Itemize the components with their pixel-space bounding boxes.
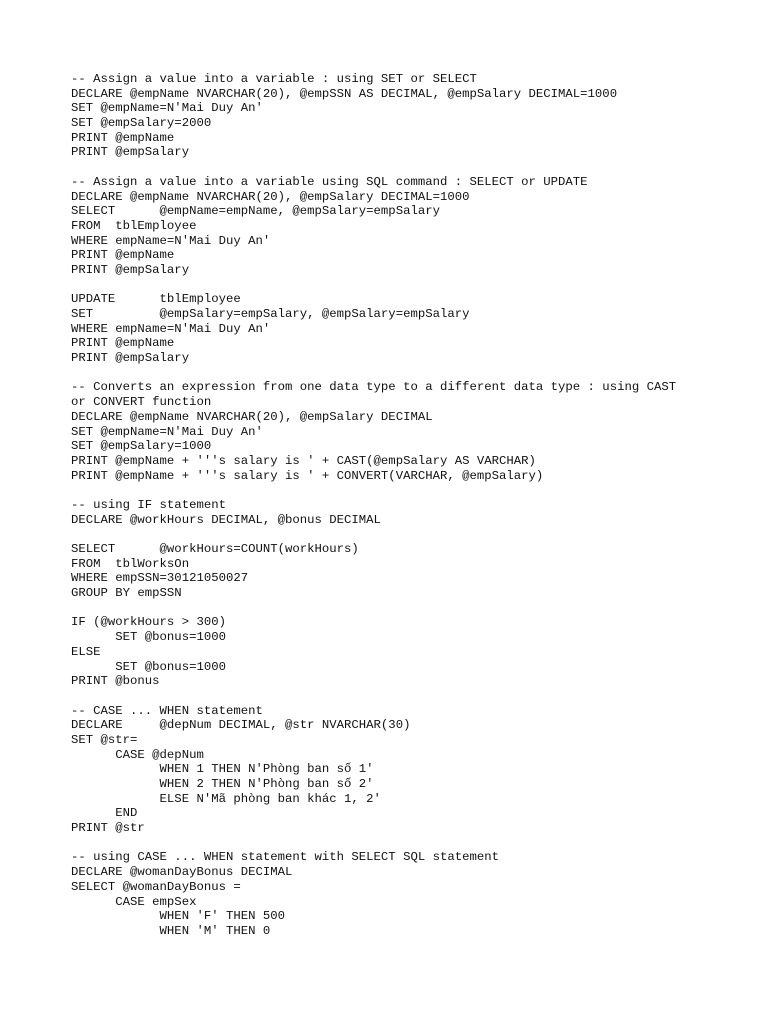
code-line: PRINT @empName + '''s salary is ' + CONVERT(VARCHAR, @empSalary) (71, 468, 544, 483)
code-line (71, 366, 751, 381)
code-line: PRINT @empSalary (71, 262, 190, 277)
code-line: IF (@workHours > 300) (71, 615, 226, 630)
code-line: PRINT @bonus (71, 674, 160, 689)
code-line: SET @empName=N'Mai Duy An' (71, 101, 263, 116)
code-line: -- Assign a value into a variable : using SET or SELECT (71, 72, 477, 86)
code-line (71, 483, 751, 498)
code-line: FROM tblWorksOn (71, 556, 190, 571)
code-line: -- Converts an expression from one data type to a different data type : using CAST (71, 380, 677, 395)
code-line: CASE @depNum (71, 747, 204, 762)
code-line: WHERE empName=N'Mai Duy An' (71, 321, 271, 336)
code-line: PRINT @empName (71, 130, 175, 145)
code-line: PRINT @empSalary (71, 145, 190, 160)
sql-code-block (71, 72, 751, 939)
code-line: PRINT @empName + '''s salary is ' + CAST(@empSalary AS VARCHAR) (71, 453, 536, 468)
code-line: UPDATE tblEmployee (71, 292, 241, 307)
code-line: DECLARE @empName NVARCHAR(20), @empSSN AS DECIMAL, @empSalary DECIMAL=1000 (71, 86, 618, 101)
code-line: WHEN 1 THEN N'Phòng ban số 1' (71, 762, 374, 777)
code-line: WHEN 'F' THEN 500 (71, 909, 286, 924)
code-line: ELSE (71, 644, 101, 659)
code-line: GROUP BY empSSN (71, 586, 182, 601)
code-line: WHERE empSSN=30121050027 (71, 571, 249, 586)
code-line: DECLARE @workHours DECIMAL, @bonus DECIMAL (71, 512, 381, 527)
code-line: END (71, 806, 138, 821)
code-line (71, 689, 751, 704)
code-line: SET @bonus=1000 (71, 659, 226, 674)
code-line: WHERE empName=N'Mai Duy An' (71, 233, 271, 248)
code-line (71, 601, 751, 616)
code-line: PRINT @empName (71, 336, 175, 351)
code-line: SET @empName=N'Mai Duy An' (71, 424, 263, 439)
code-line: SET @empSalary=1000 (71, 439, 212, 454)
code-line (71, 160, 751, 175)
code-line: DECLARE @womanDayBonus DECIMAL (71, 865, 293, 880)
code-line: FROM tblEmployee (71, 218, 197, 233)
code-line: SET @str= (71, 732, 138, 747)
code-line: PRINT @str (71, 821, 145, 836)
code-line: SET @bonus=1000 (71, 630, 226, 645)
code-line: SELECT @workHours=COUNT(workHours) (71, 542, 359, 556)
code-line: WHEN 2 THEN N'Phòng ban số 2' (71, 777, 374, 791)
code-line: PRINT @empSalary (71, 351, 190, 366)
code-line (71, 836, 751, 851)
code-line: or CONVERT function (71, 395, 212, 410)
code-line (71, 527, 751, 542)
code-line (71, 278, 751, 293)
code-line: -- using CASE ... WHEN statement with SELECT SQL statement (71, 850, 500, 865)
code-line: SET @empSalary=2000 (71, 116, 212, 131)
code-line: DECLARE @empName NVARCHAR(20), @empSalary DECIMAL=1000 (71, 189, 470, 204)
code-line: SELECT @womanDayBonus = (71, 879, 241, 894)
code-line: SET @empSalary=empSalary, @empSalary=empSalary (71, 307, 470, 321)
code-line: CASE empSex (71, 894, 197, 909)
code-line: DECLARE @empName NVARCHAR(20), @empSalary DECIMAL (71, 409, 433, 424)
code-line: -- Assign a value into a variable using SQL command : SELECT or UPDATE (71, 174, 588, 189)
code-line: -- using IF statement (71, 497, 226, 512)
code-line: -- CASE ... WHEN statement (71, 703, 263, 718)
code-line: DECLARE @depNum DECIMAL, @str NVARCHAR(30) (71, 718, 411, 733)
code-line: SELECT @empName=empName, @empSalary=empSalary (71, 204, 440, 219)
code-line: WHEN 'M' THEN 0 (71, 923, 271, 938)
code-line: PRINT @empName (71, 248, 175, 263)
code-line: ELSE N'Mã phòng ban khác 1, 2' (71, 791, 381, 806)
